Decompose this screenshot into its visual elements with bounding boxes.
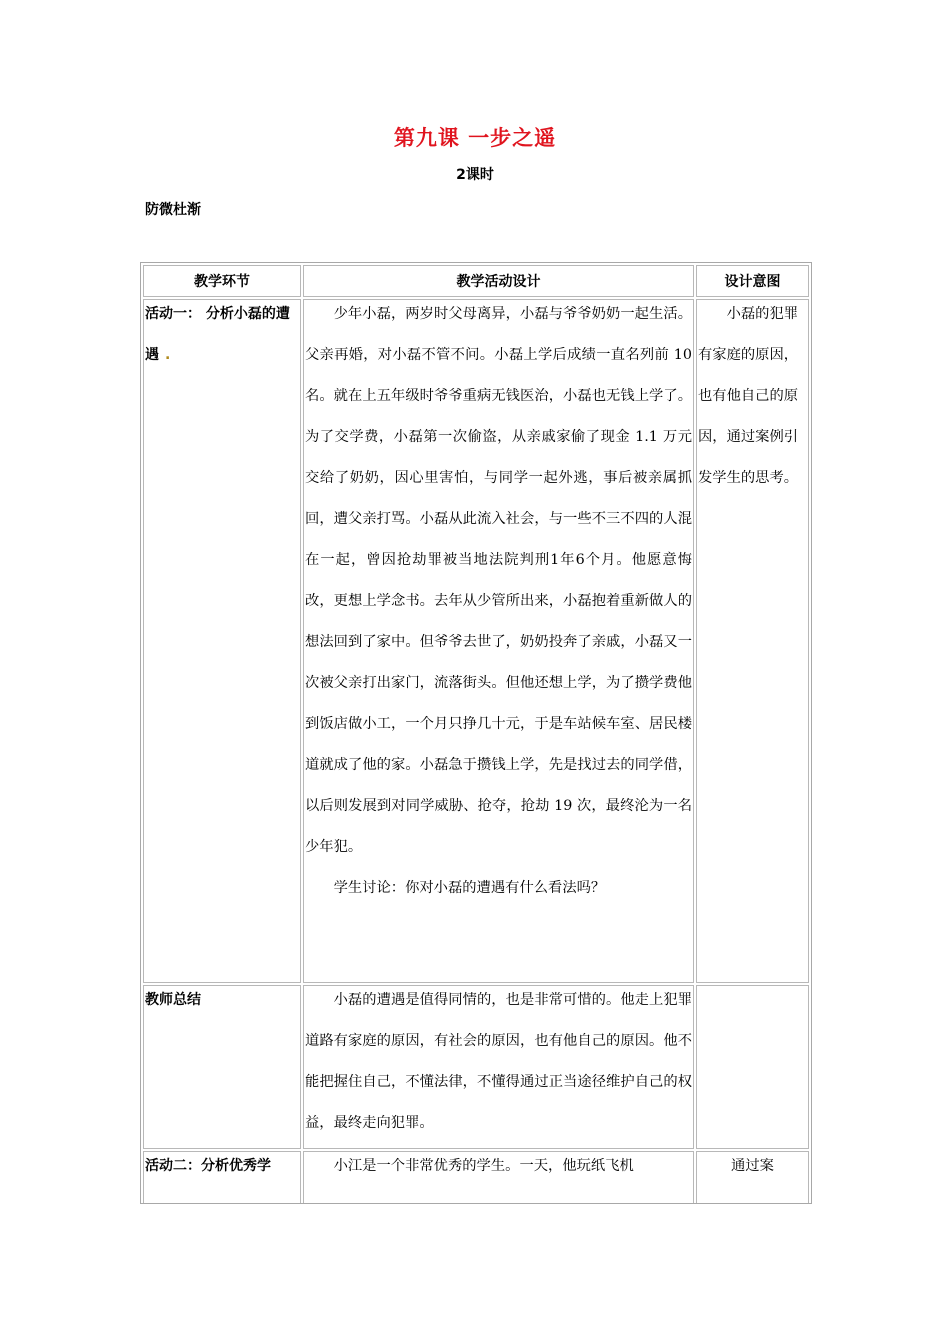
stage-label: 活动一： 分析小磊的遭遇 <box>145 306 290 363</box>
activity-cell <box>303 1151 694 1204</box>
intent-cell <box>696 299 809 983</box>
stage-label: 教师总结 <box>145 992 201 1008</box>
table-header-row <box>143 265 809 297</box>
discussion-prompt: 学生讨论：你对小磊的遭遇有什么看法吗？ <box>333 880 606 896</box>
stage-cell <box>143 299 301 983</box>
intent-text: 通过案 <box>731 1158 774 1174</box>
stage-cell <box>143 1151 301 1204</box>
lesson-hours: 2课时 <box>456 167 494 183</box>
lesson-plan-table <box>140 262 812 1204</box>
stage-cell <box>143 985 301 1149</box>
case-paragraph: 少年小磊，两岁时父母离异，小磊与爷爷奶奶一起生活。父亲再婚，对小磊不管不问。小磊上学后成绩一直名列前 10 名。就在上五年级时爷爷重病无钱医治，小磊也无钱上学了。为了交学费，小磊第一次偷盗，从亲戚家偷了现金 1.1 万元交给了奶奶，因心里害怕，与同学一起外逃，事后被亲属抓回，遭父亲打骂。小磊从此流入社会，与一些不三不四的人混在一起，曾因抢劫罪被当地法院判刑1年6个月。他愿意悔改，更想上学念书。去年从少管所出来，小磊抱着重新做人的想法回到了家中。但爷爷去世了，奶奶投奔了亲戚，小磊又一次被父亲打出家门，流落街头。但他还想上学，为了攒学费他到饭店做小工，一个月只挣几十元，于是车站候车室、居民楼道就成了他的家。小磊急于攒钱上学，先是找过去的同学借，以后则发展到对同学威胁、抢夺，抢劫 19 次，最终沦为一名少年犯。 <box>305 306 692 855</box>
page-title: 第九课 一步之遥 <box>393 126 557 150</box>
intent-text: 小磊的犯罪有家庭的原因，也有他自己的原因，通过案例引发学生的思考。 <box>698 306 799 486</box>
intent-cell <box>696 985 809 1149</box>
header-activity: 教学活动设计 <box>303 265 694 297</box>
activity-cell <box>303 985 694 1149</box>
table-row <box>143 299 809 983</box>
activity-cell <box>303 299 694 983</box>
stage-label: 活动二：分析优秀学 <box>145 1158 271 1174</box>
summary-paragraph: 小磊的遭遇是值得同情的，也是非常可惜的。他走上犯罪道路有家庭的原因，有社会的原因，也有他自己的原因。他不能把握住自己，不懂法律，不懂得通过正当途径维护自己的权益，最终走向犯罪。 <box>305 992 692 1131</box>
case-paragraph: 小江是一个非常优秀的学生。一天，他玩纸飞机 <box>333 1158 634 1174</box>
stage-marker: . <box>165 347 171 363</box>
table-row <box>143 1151 809 1204</box>
table-row <box>143 985 809 1149</box>
header-intent: 设计意图 <box>696 265 809 297</box>
intent-cell <box>696 1151 809 1204</box>
header-stage: 教学环节 <box>143 265 301 297</box>
section-heading: 防微杜渐 <box>145 202 201 218</box>
